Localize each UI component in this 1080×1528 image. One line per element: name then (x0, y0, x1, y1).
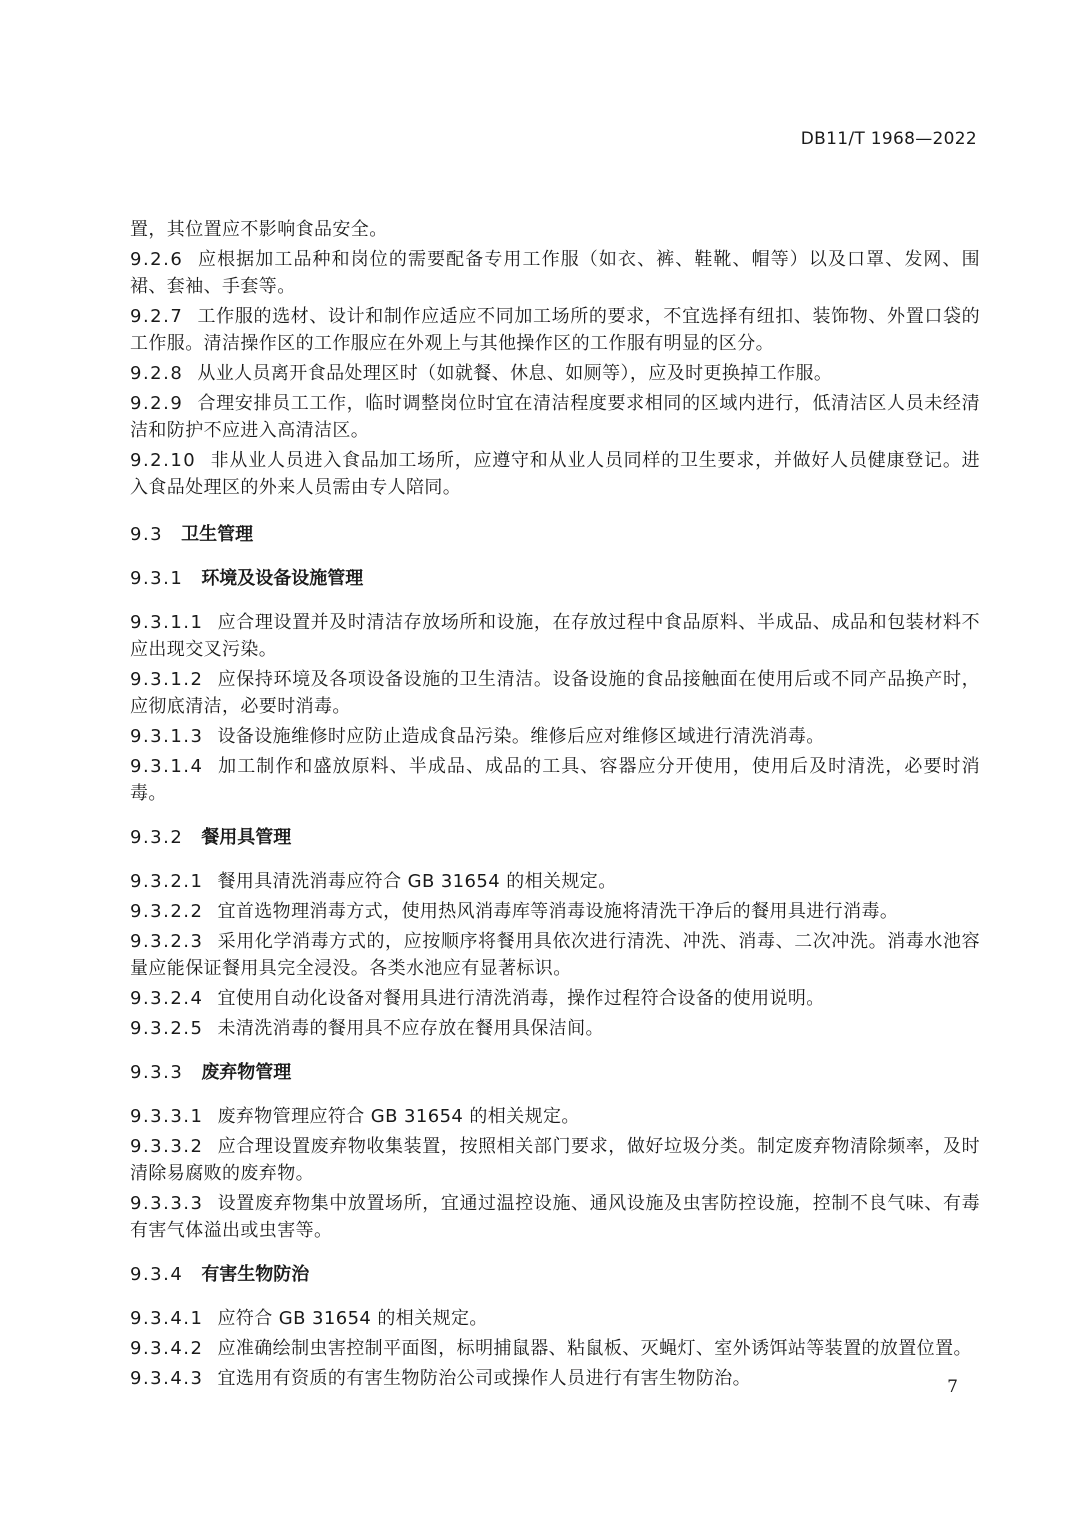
section-heading-9-3 (130, 521, 980, 548)
clause-9-2-10 (130, 447, 980, 501)
clause-9-3-3-1 (130, 1103, 980, 1130)
clause-text: 宜选用有资质的有害生物防治公司或操作人员进行有害生物防治。 (217, 1368, 752, 1389)
clause-number: 9.2.9 (130, 393, 184, 414)
clause-text: 宜使用自动化设备对餐用具进行清洗消毒，操作过程符合设备的使用说明。 (217, 988, 825, 1009)
clause-number: 9.2.7 (130, 306, 184, 327)
section-number: 9.3.4 (130, 1264, 184, 1285)
clause-number: 9.3.3.2 (130, 1136, 204, 1157)
clause-number: 9.2.10 (130, 450, 197, 471)
section-title: 餐用具管理 (201, 827, 292, 848)
clause-text: 应符合 GB 31654 的相关规定。 (217, 1308, 488, 1329)
section-number: 9.3.2 (130, 827, 184, 848)
section-title: 有害生物防治 (201, 1264, 310, 1285)
clause-number: 9.2.8 (130, 363, 184, 384)
clause-number: 9.2.6 (130, 249, 184, 270)
clause-number: 9.3.1.1 (130, 612, 204, 633)
page-body (130, 216, 980, 1395)
clause-9-2-7 (130, 303, 980, 357)
section-heading-9-3-4 (130, 1261, 980, 1288)
page-number: 7 (947, 1377, 958, 1397)
clause-number: 9.3.2.5 (130, 1018, 204, 1039)
clause-9-3-4-2 (130, 1335, 980, 1362)
clause-text: 应合理设置并及时清洁存放场所和设施，在存放过程中食品原料、半成品、成品和包装材料不应出现交叉污染。 (130, 612, 980, 660)
clause-9-3-3-2 (130, 1133, 980, 1187)
section-heading-9-3-3 (130, 1059, 980, 1086)
clause-9-3-2-3 (130, 928, 980, 982)
clause-9-3-2-1 (130, 868, 980, 895)
clause-number: 9.3.1.4 (130, 756, 204, 777)
clause-text: 宜首选物理消毒方式，使用热风消毒库等消毒设施将清洗干净后的餐用具进行消毒。 (217, 901, 899, 922)
clause-number: 9.3.3.3 (130, 1193, 204, 1214)
clause-9-3-2-4 (130, 985, 980, 1012)
clause-number: 9.3.4.2 (130, 1338, 204, 1359)
clause-9-2-8 (130, 360, 980, 387)
clause-text: 工作服的选材、设计和制作应适应不同加工场所的要求，不宜选择有纽扣、装饰物、外置口袋的工作服。清洁操作区的工作服应在外观上与其他操作区的工作服有明显的区分。 (130, 306, 980, 354)
section-number: 9.3.1 (130, 568, 184, 589)
clause-9-3-1-3 (130, 723, 980, 750)
clause-number: 9.3.4.1 (130, 1308, 204, 1329)
clause-text: 设备设施维修时应防止造成食品污染。维修后应对维修区域进行清洗消毒。 (217, 726, 825, 747)
document-code: DB11/T 1968—2022 (800, 129, 977, 149)
clause-9-2-6 (130, 246, 980, 300)
paragraph (130, 216, 980, 243)
section-number: 9.3.3 (130, 1062, 184, 1083)
clause-9-3-4-1 (130, 1305, 980, 1332)
section-number: 9.3 (130, 524, 164, 545)
clause-text: 加工制作和盛放原料、半成品、成品的工具、容器应分开使用，使用后及时清洗，必要时消毒。 (130, 756, 980, 804)
clause-text: 应合理设置废弃物收集装置，按照相关部门要求，做好垃圾分类。制定废弃物清除频率，及时清除易腐败的废弃物。 (130, 1136, 980, 1184)
clause-9-3-1-4 (130, 753, 980, 807)
clause-text: 采用化学消毒方式的，应按顺序将餐用具依次进行清洗、冲洗、消毒、二次冲洗。消毒水池容量应能保证餐用具完全浸没。各类水池应有显著标识。 (130, 931, 980, 979)
paragraph-text: 置，其位置应不影响食品安全。 (130, 219, 388, 240)
section-title: 卫生管理 (181, 524, 254, 545)
clause-number: 9.3.1.3 (130, 726, 204, 747)
clause-9-2-9 (130, 390, 980, 444)
clause-text: 废弃物管理应符合 GB 31654 的相关规定。 (217, 1106, 580, 1127)
clause-9-3-1-2 (130, 666, 980, 720)
clause-text: 餐用具清洗消毒应符合 GB 31654 的相关规定。 (217, 871, 617, 892)
clause-text: 合理安排员工工作，临时调整岗位时宜在清洁程度要求相同的区域内进行，低清洁区人员未经清洁和防护不应进入高清洁区。 (130, 393, 980, 441)
clause-text: 未清洗消毒的餐用具不应存放在餐用具保洁间。 (217, 1018, 604, 1039)
clause-text: 从业人员离开食品处理区时（如就餐、休息、如厕等），应及时更换掉工作服。 (197, 363, 833, 384)
clause-9-3-3-3 (130, 1190, 980, 1244)
clause-number: 9.3.1.2 (130, 669, 204, 690)
clause-text: 设置废弃物集中放置场所，宜通过温控设施、通风设施及虫害防控设施，控制不良气味、有毒有害气体溢出或虫害等。 (130, 1193, 980, 1241)
clause-text: 非从业人员进入食品加工场所，应遵守和从业人员同样的卫生要求，并做好人员健康登记。进入食品处理区的外来人员需由专人陪同。 (130, 450, 980, 498)
clause-number: 9.3.2.1 (130, 871, 204, 892)
clause-9-3-1-1 (130, 609, 980, 663)
clause-text: 应根据加工品种和岗位的需要配备专用工作服（如衣、裤、鞋靴、帽等）以及口罩、发网、围裙、套袖、手套等。 (130, 249, 980, 297)
clause-number: 9.3.3.1 (130, 1106, 204, 1127)
section-title: 废弃物管理 (201, 1062, 292, 1083)
clause-number: 9.3.2.4 (130, 988, 204, 1009)
clause-9-3-2-2 (130, 898, 980, 925)
section-title: 环境及设备设施管理 (201, 568, 364, 589)
clause-9-3-4-3 (130, 1365, 980, 1392)
clause-number: 9.3.2.3 (130, 931, 204, 952)
clause-number: 9.3.2.2 (130, 901, 204, 922)
clause-number: 9.3.4.3 (130, 1368, 204, 1389)
clause-9-3-2-5 (130, 1015, 980, 1042)
section-heading-9-3-1 (130, 565, 980, 592)
section-heading-9-3-2 (130, 824, 980, 851)
clause-text: 应准确绘制虫害控制平面图，标明捕鼠器、粘鼠板、灭蝇灯、室外诱饵站等装置的放置位置。 (217, 1338, 972, 1359)
clause-text: 应保持环境及各项设备设施的卫生清洁。设备设施的食品接触面在使用后或不同产品换产时，应彻底清洁，必要时消毒。 (130, 669, 980, 717)
